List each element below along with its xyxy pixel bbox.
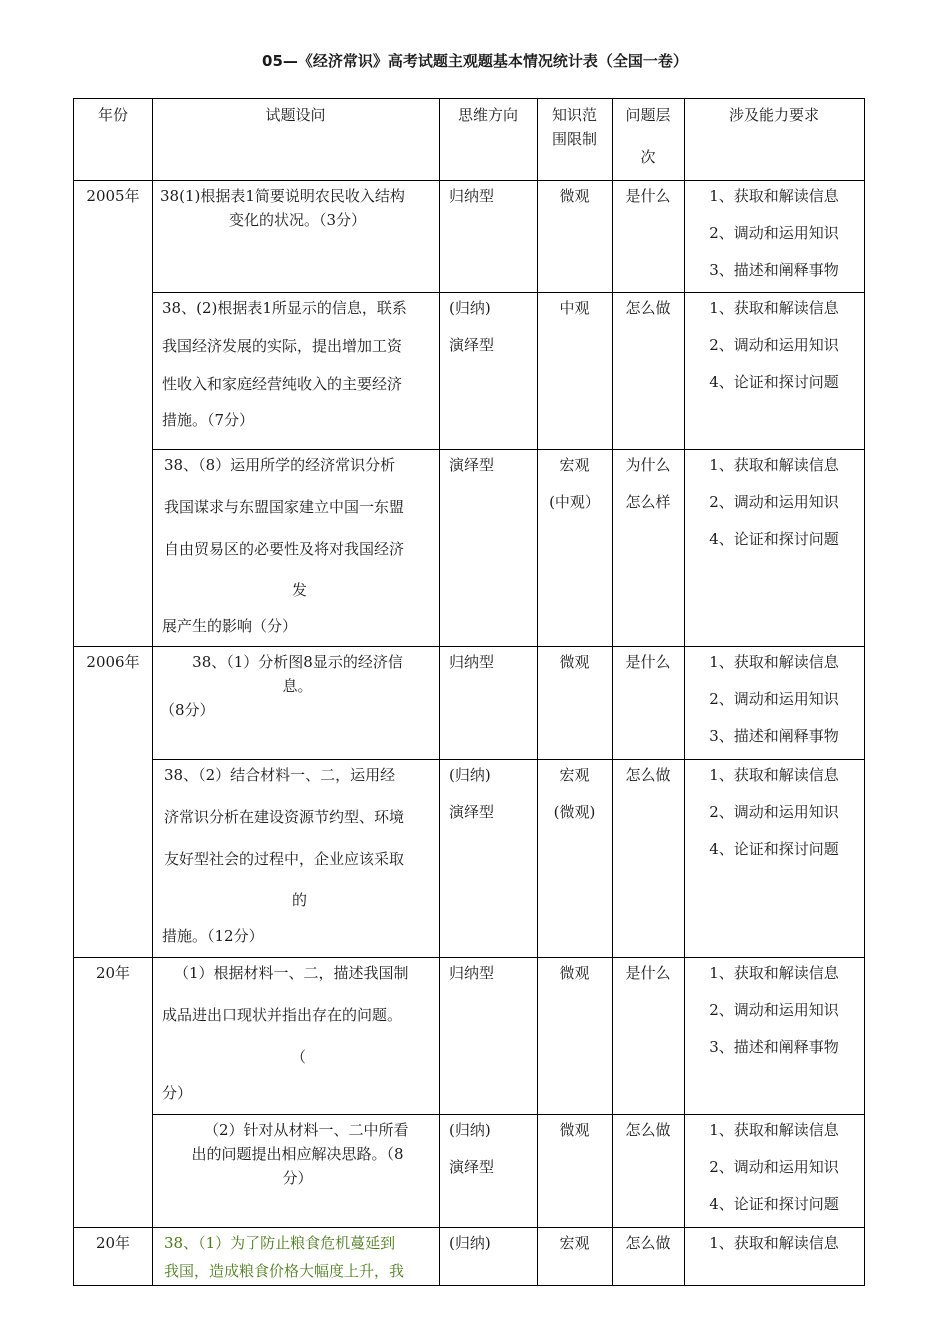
header-thinking: 思维方向 <box>457 106 518 124</box>
thinking-cell: 归纳型 <box>449 653 495 671</box>
header-question: 试题设问 <box>265 106 326 124</box>
question-cell: 38、（1）分析图8显示的经济信 息。 （8分） <box>160 653 403 719</box>
ability-cell: 1、获取和解读信息 2、调动和运用知识 3、描述和阐释事物 <box>709 653 839 745</box>
column-divider <box>152 99 153 1285</box>
scope-cell: 宏观 (中观） <box>549 456 600 511</box>
row-divider <box>152 449 864 450</box>
ability-cell: 1、获取和解读信息 <box>709 1234 839 1252</box>
thinking-cell: (归纳) 演绎型 <box>449 1121 495 1176</box>
scope-cell: 中观 <box>559 299 590 317</box>
ability-cell: 1、获取和解读信息 2、调动和运用知识 3、描述和阐释事物 <box>709 187 839 279</box>
level-cell: 怎么做 <box>625 1121 671 1139</box>
question-cell: 38、（1）为了防止粮食危机蔓延到 我国，造成粮食价格大幅度上升，我 <box>164 1234 405 1280</box>
row-divider <box>74 180 864 181</box>
header-ability: 涉及能力要求 <box>728 106 819 124</box>
ability-cell: 1、获取和解读信息 2、调动和运用知识 4、论证和探讨问题 <box>709 1121 839 1213</box>
page-title: 05—《经济常识》高考试题主观题基本情况统计表（全国一卷） <box>262 52 688 70</box>
question-cell: 38(1)根据表1简要说明农民收入结构 变化的状况。（3分） <box>160 187 405 229</box>
header-scope: 知识范 围限制 <box>551 106 597 148</box>
column-divider <box>439 99 440 1285</box>
scope-cell: 微观 <box>559 964 590 982</box>
year-cell: 20年 <box>95 964 131 982</box>
thinking-cell: (归纳) 演绎型 <box>449 299 495 354</box>
thinking-cell: (归纳) <box>449 1234 491 1252</box>
column-divider <box>612 99 613 1285</box>
row-divider <box>74 646 864 647</box>
year-cell: 2006年 <box>86 653 140 671</box>
thinking-cell: 归纳型 <box>449 187 495 205</box>
statistics-table <box>73 98 865 1286</box>
header-year: 年份 <box>97 106 128 124</box>
thinking-cell: (归纳) 演绎型 <box>449 766 495 821</box>
level-cell: 怎么做 <box>625 299 671 317</box>
ability-cell: 1、获取和解读信息 2、调动和运用知识 3、描述和阐释事物 <box>709 964 839 1056</box>
ability-cell: 1、获取和解读信息 2、调动和运用知识 4、论证和探讨问题 <box>709 299 839 391</box>
scope-cell: 宏观 (微观) <box>553 766 596 821</box>
question-cell: 38、（2）结合材料一、二，运用经 济常识分析在建设资源节约型、环境 友好型社会的过程中，企业应该采取 的 措施。（12分） <box>162 766 405 945</box>
scope-cell: 宏观 <box>559 1234 590 1252</box>
ability-cell: 1、获取和解读信息 2、调动和运用知识 4、论证和探讨问题 <box>709 456 839 548</box>
level-cell: 是什么 <box>625 653 671 671</box>
scope-cell: 微观 <box>559 1121 590 1139</box>
thinking-cell: 归纳型 <box>449 964 495 982</box>
thinking-cell: 演绎型 <box>449 456 495 474</box>
ability-cell: 1、获取和解读信息 2、调动和运用知识 4、论证和探讨问题 <box>709 766 839 858</box>
level-cell: 怎么做 <box>625 766 671 784</box>
level-cell: 是什么 <box>625 187 671 205</box>
header-level: 问题层 次 <box>625 106 671 166</box>
year-cell: 2005年 <box>86 187 140 205</box>
question-cell: 38、（8）运用所学的经济常识分析 我国谋求与东盟国家建立中国一东盟 自由贸易区的必要性及将对我国经济 发 展产生的影响（分） <box>162 456 405 635</box>
scope-cell: 微观 <box>559 653 590 671</box>
level-cell: 是什么 <box>625 964 671 982</box>
level-cell: 为什么 怎么样 <box>625 456 671 511</box>
row-divider <box>74 957 864 958</box>
row-divider <box>152 1114 864 1115</box>
year-cell: 20年 <box>95 1234 131 1252</box>
question-cell: （2）针对从材料一、二中所看 出的问题提出相应解决思路。（8 分） <box>191 1121 409 1187</box>
scope-cell: 微观 <box>559 187 590 205</box>
column-divider <box>537 99 538 1285</box>
level-cell: 怎么做 <box>625 1234 671 1252</box>
question-cell: 38、(2)根据表1所显示的信息，联系 我国经济发展的实际，提出增加工资 性收入和家庭经营纯收入的主要经济 措施。（7分） <box>162 299 407 429</box>
question-cell: （1）根据材料一、二，描述我国制 成品进出口现状并指出存在的问题。 （ 分） <box>162 964 409 1102</box>
